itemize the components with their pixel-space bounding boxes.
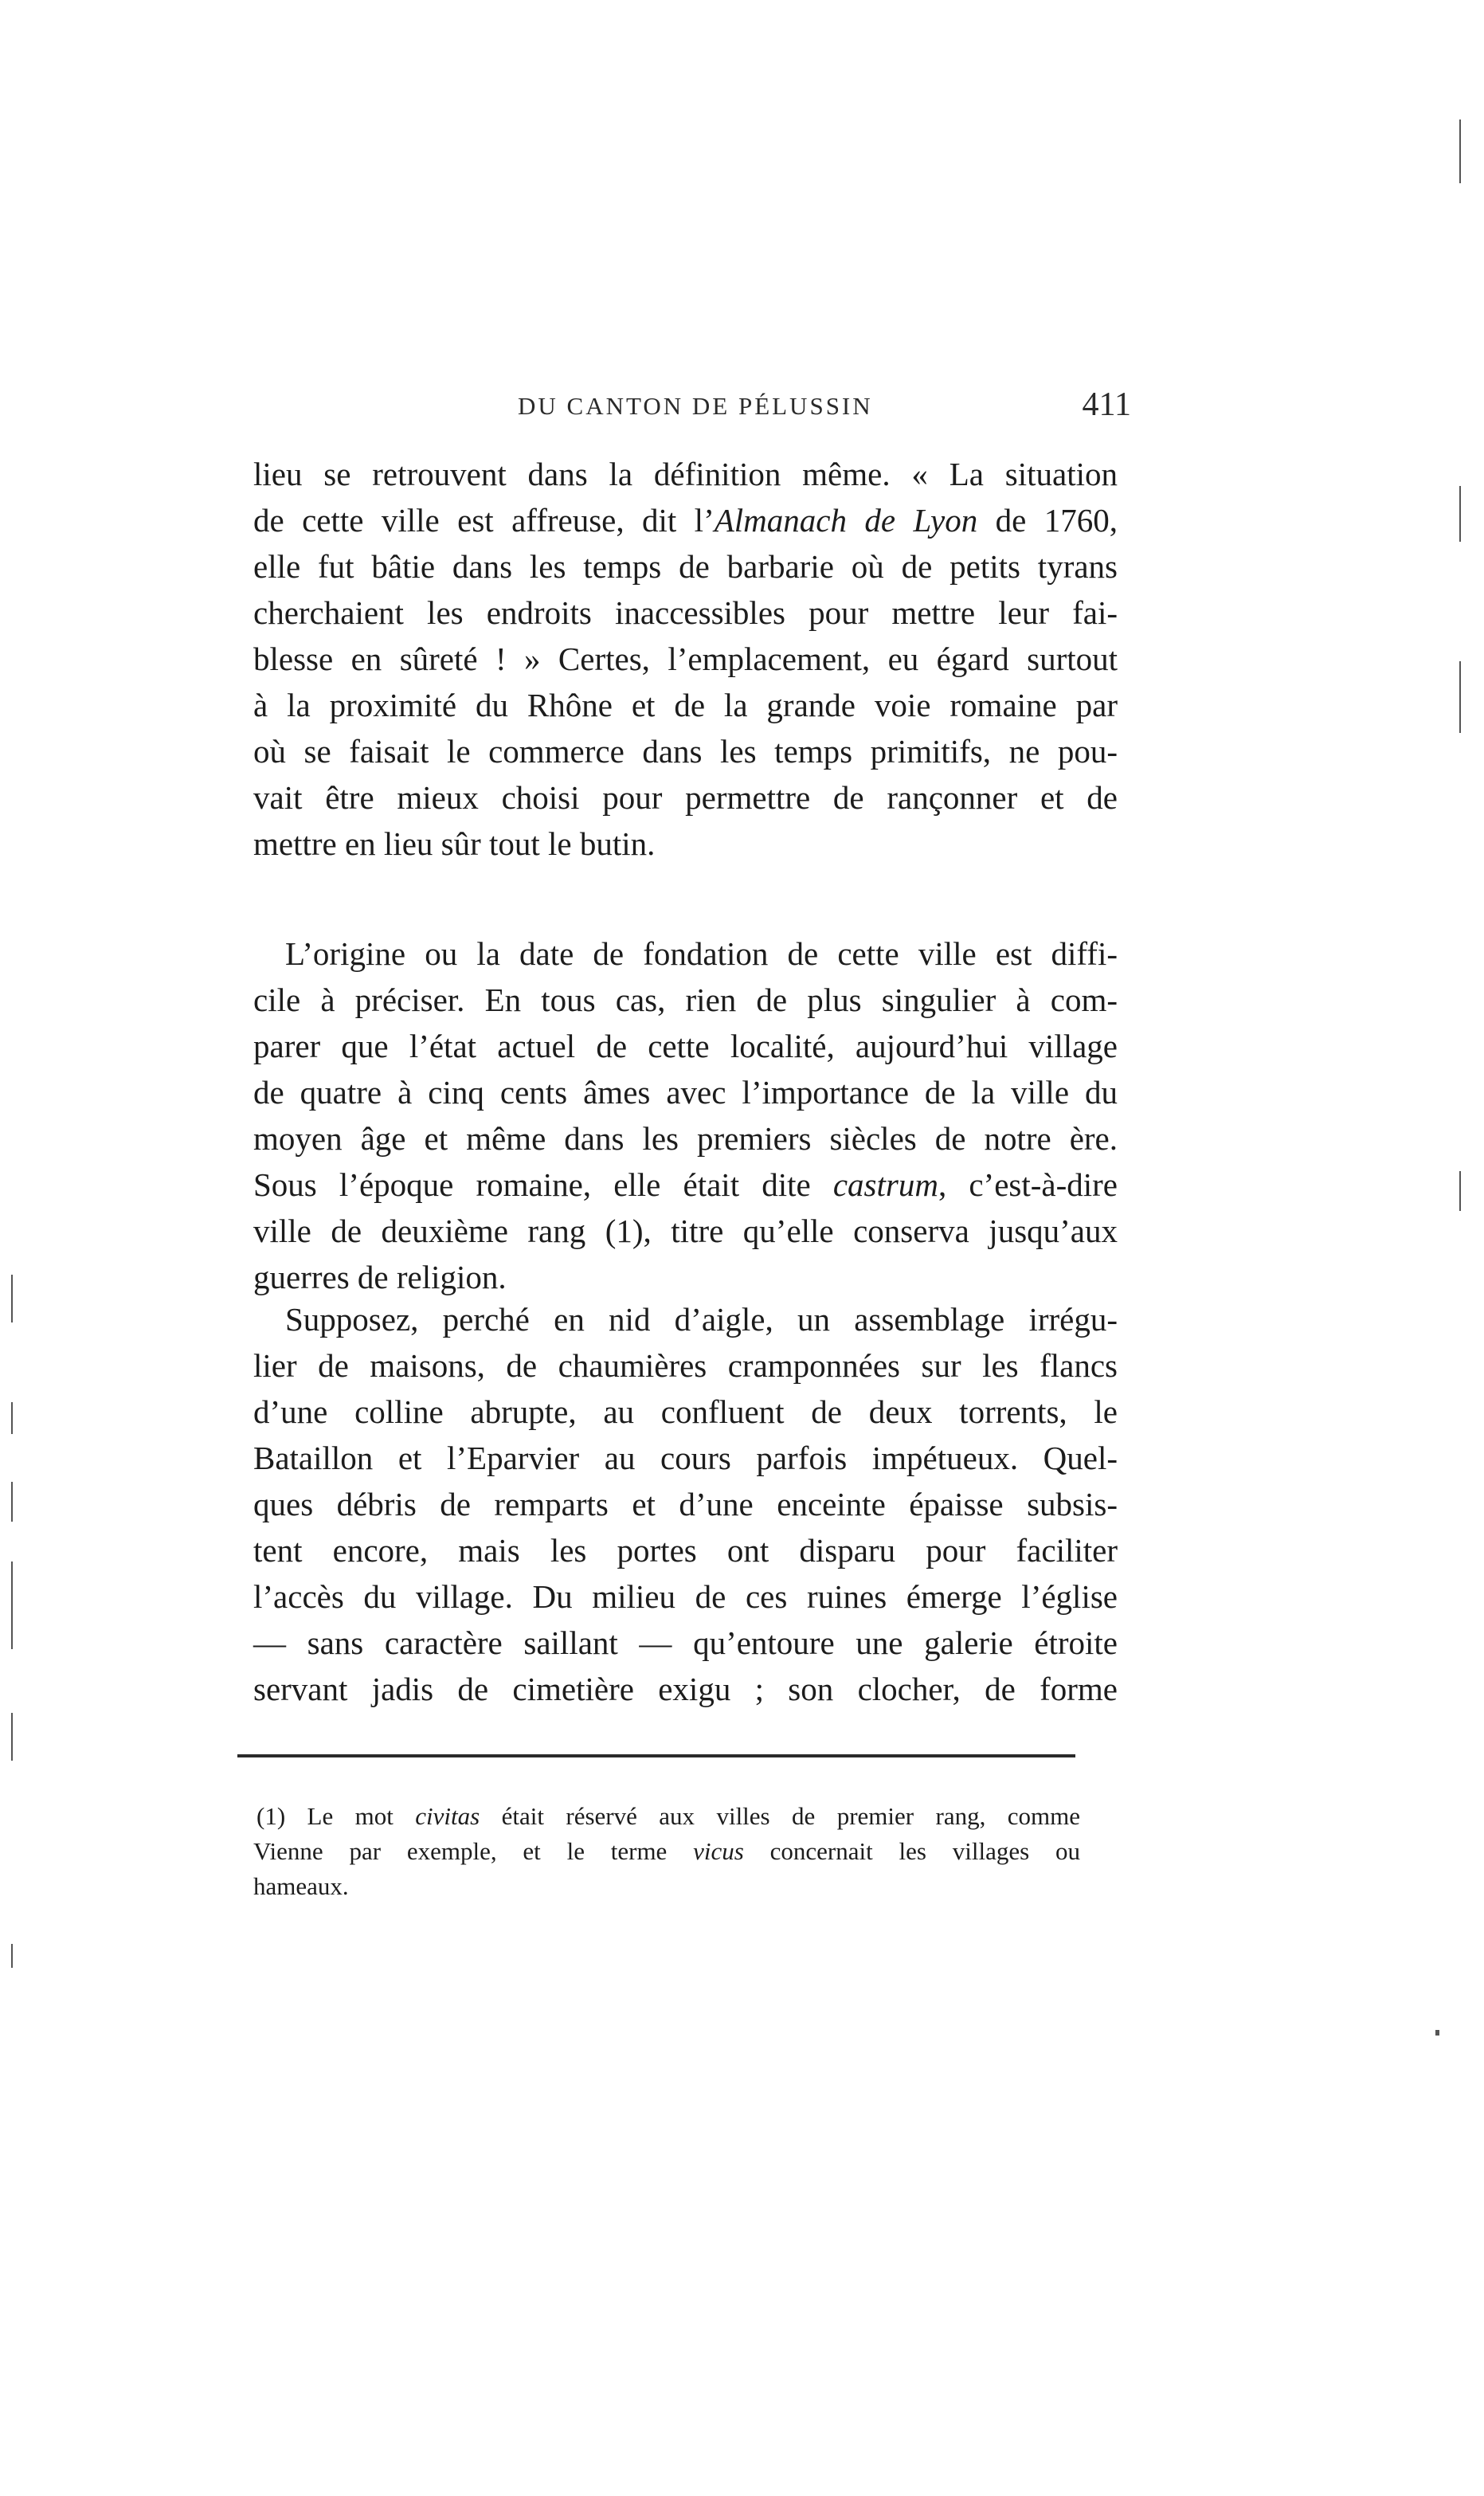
scan-mark <box>1459 661 1461 733</box>
text-span: Vienne par exemple, et le terme <box>253 1837 694 1865</box>
text-line: blesse en sûreté ! » Certes, l’emplacement, eu égard surtout <box>253 641 1118 677</box>
text-line: Supposez, perché en nid d’aigle, un assemblage irrégu- <box>285 1301 1118 1338</box>
latin-term: vicus <box>693 1837 744 1865</box>
text-line <box>253 1162 1118 1208</box>
text-line: L’origine ou la date de fondation de cette ville est diffi- <box>285 935 1118 972</box>
scan-mark <box>11 1482 13 1522</box>
text-line: servant jadis de cimetière exigu ; son clocher, de forme <box>253 1671 1118 1707</box>
scan-mark <box>11 1275 13 1322</box>
text-line: d’une colline abrupte, au confluent de deux torrents, le <box>253 1393 1118 1430</box>
scan-mark <box>1459 120 1461 183</box>
text-line: cile à préciser. En tous cas, rien de plus singulier à com- <box>253 982 1118 1018</box>
scan-mark <box>11 1561 13 1649</box>
footnote-line: hameaux. <box>253 1872 349 1900</box>
text-line <box>253 497 1118 543</box>
scan-mark <box>11 1713 13 1761</box>
text-line: moyen âge et même dans les premiers siècles de notre ère. <box>253 1120 1118 1157</box>
latin-term: civitas <box>415 1802 480 1830</box>
page-header <box>239 374 1131 430</box>
text-line: — sans caractère saillant — qu’entoure une galerie étroite <box>253 1624 1118 1661</box>
text-span: , c’est-à-dire <box>938 1166 1118 1203</box>
text-line: lier de maisons, de chaumières cramponnées sur les flancs <box>253 1347 1118 1384</box>
footnote-separator <box>237 1754 1075 1757</box>
scan-mark <box>11 1402 13 1434</box>
text-line: à la proximité du Rhône et de la grande voie romaine par <box>253 687 1118 723</box>
scan-mark <box>11 1944 13 1968</box>
text-line: où se faisait le commerce dans les temps primitifs, ne pou- <box>253 733 1118 770</box>
text-line: parer que l’état actuel de cette localité, aujourd’hui village <box>253 1028 1118 1064</box>
footnote-line <box>253 1834 1080 1869</box>
paragraph-continuation <box>253 451 1118 867</box>
text-line: de quatre à cinq cents âmes avec l’importance de la ville du <box>253 1074 1118 1111</box>
text-line: ville de deuxième rang (1), titre qu’elle conserva jusqu’aux <box>253 1213 1118 1249</box>
text-line: Bataillon et l’Eparvier au cours parfois impétueux. Quel- <box>253 1440 1118 1476</box>
book-title: Almanach de Lyon <box>714 502 978 539</box>
footnote-line <box>253 1799 1080 1834</box>
text-span: de cette ville est affreuse, dit l’ <box>253 502 715 539</box>
scan-mark <box>1459 1171 1461 1211</box>
text-line: guerres de religion. <box>253 1259 507 1295</box>
text-span: concernait les villages ou <box>743 1837 1080 1865</box>
paragraph-origin <box>253 931 1118 1300</box>
text-span: (1) Le mot <box>256 1802 416 1830</box>
scan-mark <box>1435 2030 1439 2036</box>
footnote <box>253 1799 1080 1904</box>
text-span: était réservé aux villes de premier rang, comme <box>480 1802 1080 1830</box>
page-number: 411 <box>1082 386 1131 423</box>
scan-mark <box>1459 486 1461 542</box>
running-title: DU CANTON DE PÉLUSSIN <box>518 392 873 420</box>
text-span: Sous l’époque romaine, elle était dite <box>253 1166 833 1203</box>
text-line: l’accès du village. Du milieu de ces ruines émerge l’église <box>253 1578 1118 1615</box>
text-line: mettre en lieu sûr tout le butin. <box>253 825 656 862</box>
text-line: tent encore, mais les portes ont disparu pour faciliter <box>253 1532 1118 1569</box>
latin-term: castrum <box>832 1166 938 1203</box>
text-line: elle fut bâtie dans les temps de barbarie où de petits tyrans <box>253 548 1118 585</box>
text-line: ques débris de remparts et d’une enceinte épaisse subsis- <box>253 1486 1118 1522</box>
text-span: de 1760, <box>977 502 1118 539</box>
text-line: lieu se retrouvent dans la définition même. « La situation <box>253 456 1118 492</box>
text-line: vait être mieux choisi pour permettre de rançonner et de <box>253 779 1118 816</box>
text-line: cherchaient les endroits inaccessibles pour mettre leur fai- <box>253 594 1118 631</box>
paragraph-description <box>253 1296 1118 1712</box>
